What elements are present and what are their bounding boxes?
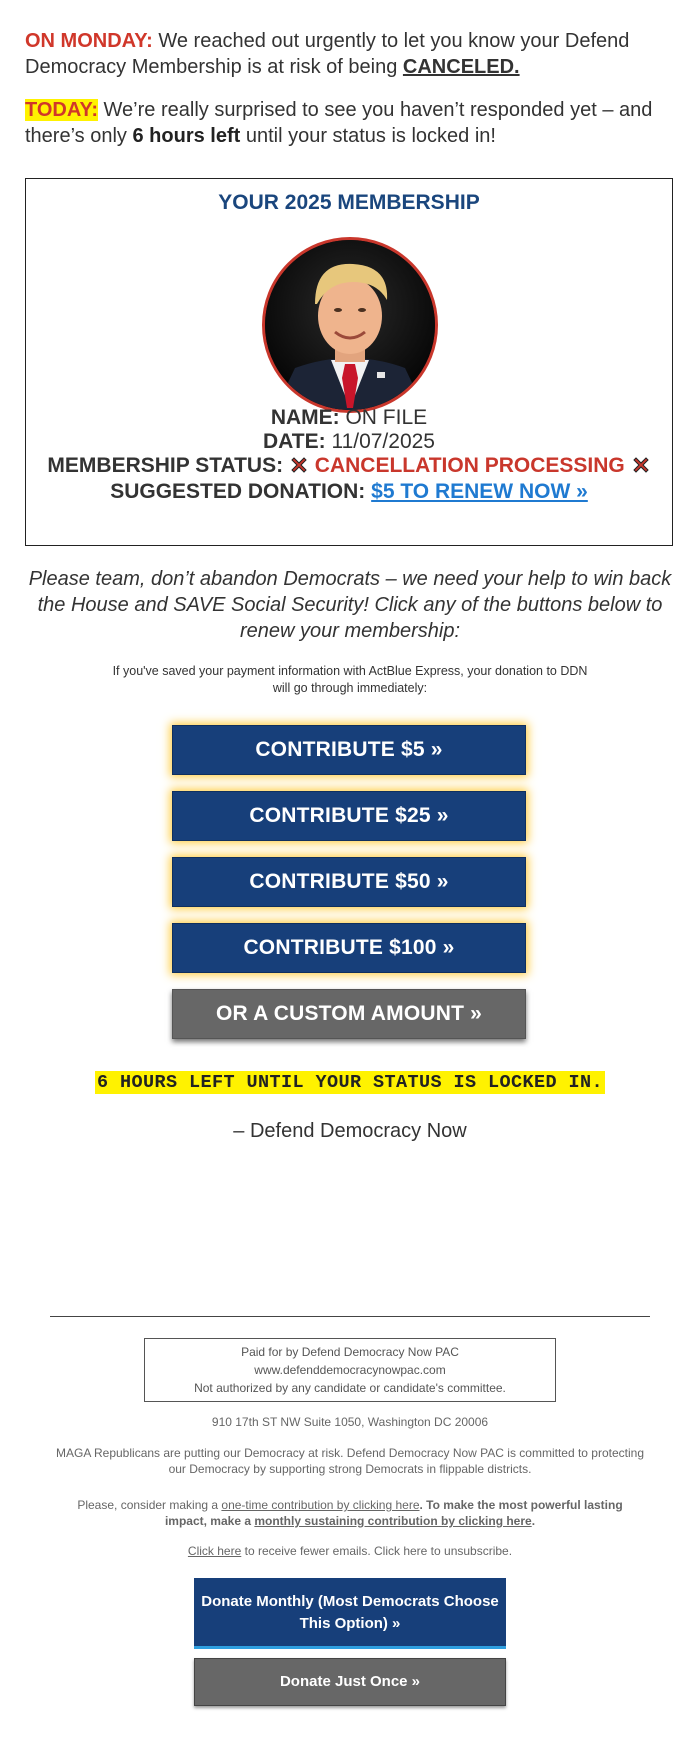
- name-value: ON FILE: [339, 406, 428, 429]
- today-text-2: until your status is locked in!: [240, 125, 496, 147]
- membership-card: [25, 178, 673, 546]
- status-value: CANCELLATION PROCESSING: [314, 454, 625, 477]
- plea-text: Please team, don’t abandon Democrats – we need your help to win back the House and SAVE Social Security! Click any of the buttons below to renew your membership:: [28, 568, 672, 642]
- donation-label: SUGGESTED DONATION:: [110, 480, 366, 503]
- consider-text-2: . To make the most powerful lasting impact, make a: [164, 1498, 623, 1528]
- name-label: NAME:: [270, 406, 340, 429]
- custom-amount-button[interactable]: OR A CUSTOM AMOUNT »: [172, 989, 526, 1039]
- hours-left-text: 6 hours left: [132, 125, 241, 147]
- member-portrait: [262, 237, 438, 413]
- canceled-text: CANCELED.: [402, 56, 520, 78]
- consider-text-3: .: [531, 1514, 536, 1528]
- signature: – Defend Democracy Now: [233, 1120, 467, 1142]
- renew-now-link[interactable]: $5 TO RENEW NOW »: [371, 480, 588, 503]
- locked-warning-text: 6 HOURS LEFT UNTIL YOUR STATUS IS LOCKED IN.: [96, 1072, 604, 1093]
- status-label: MEMBERSHIP STATUS:: [47, 454, 284, 477]
- membership-card-title: YOUR 2025 MEMBERSHIP: [218, 191, 480, 214]
- contribute-5-button[interactable]: CONTRIBUTE $5 »: [172, 725, 526, 775]
- donate-monthly-button[interactable]: Donate Monthly (Most Democrats Choose This Option) »: [194, 1578, 506, 1649]
- paid-line-2: www.defenddemocracynowpac.com: [254, 1363, 446, 1377]
- portrait-image: [265, 240, 435, 410]
- contribute-50-button[interactable]: CONTRIBUTE $50 »: [172, 857, 526, 907]
- donate-once-button[interactable]: Donate Just Once »: [194, 1658, 506, 1706]
- monday-text: We reached out urgently to let you know your Defend Democracy Membership is at risk of being: [25, 30, 630, 78]
- footer-mission: MAGA Republicans are putting our Democracy at risk. Defend Democracy Now PAC is committed to protecting our Democracy by supporting strong Democrats in flippable districts.: [55, 1446, 644, 1476]
- cross-mark-icon: [631, 455, 651, 475]
- actblue-note: If you've saved your payment information with ActBlue Express, your donation to DDN will go through immediately:: [112, 664, 588, 695]
- footer-address: 910 17th ST NW Suite 1050, Washington DC 20006: [211, 1415, 489, 1429]
- monthly-contribution-link[interactable]: monthly sustaining contribution by clicking here: [254, 1514, 532, 1528]
- contribute-100-button[interactable]: CONTRIBUTE $100 »: [172, 923, 526, 973]
- paid-line-1: Paid for by Defend Democracy Now PAC: [241, 1345, 459, 1359]
- contribute-25-button[interactable]: CONTRIBUTE $25 »: [172, 791, 526, 841]
- fewer-emails-link[interactable]: Click here: [187, 1544, 242, 1558]
- cross-mark-icon: [289, 455, 309, 475]
- today-text-1: We’re really surprised to see you haven’t responded yet – and there’s only: [25, 99, 653, 147]
- today-label: TODAY:: [25, 99, 98, 121]
- date-label: DATE:: [263, 430, 326, 453]
- consider-text-1: Please, consider making a: [77, 1498, 222, 1512]
- donation-line: [26, 479, 672, 505]
- today-paragraph: [25, 97, 675, 149]
- footer-consider: [55, 1497, 645, 1529]
- date-value: 11/07/2025: [325, 430, 435, 453]
- status-line: [26, 453, 672, 479]
- monday-label: ON MONDAY:: [25, 30, 153, 52]
- monday-paragraph: [25, 28, 675, 80]
- footer-divider: [50, 1316, 650, 1317]
- one-time-contribution-link[interactable]: one-time contribution by clicking here: [221, 1498, 420, 1512]
- footer-fewer-emails: [55, 1543, 645, 1559]
- locked-warning: [0, 1072, 700, 1093]
- date-line: [26, 429, 672, 455]
- fewer-emails-text: to receive fewer emails. Click here to unsubscribe.: [241, 1544, 513, 1558]
- name-line: [26, 405, 672, 431]
- paid-for-box: [144, 1338, 556, 1402]
- paid-line-3: Not authorized by any candidate or candidate's committee.: [194, 1381, 506, 1395]
